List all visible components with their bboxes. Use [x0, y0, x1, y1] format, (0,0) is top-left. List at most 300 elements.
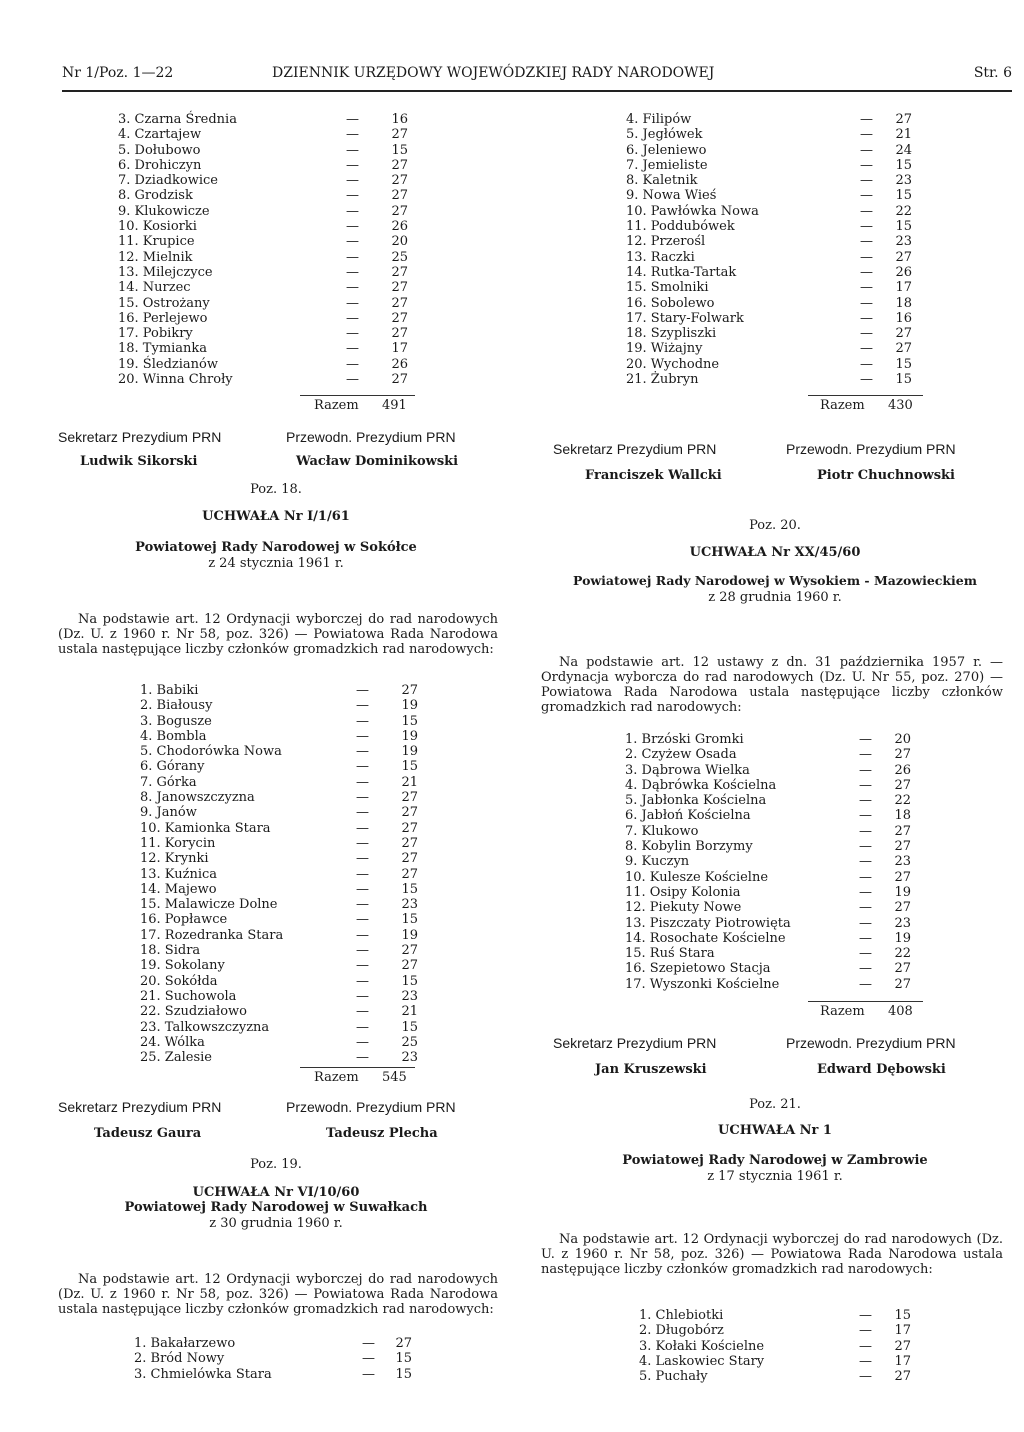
- text-21: Na podstawie art. 12 Ordynacji wyborczej do rad narodowych (Dz. U. z 1960 r. Nr 58, poz. 326) — Powiatowa Rada Narodowa ustala następujące liczby członków gromadzkich rad narodowych:: [541, 1232, 1003, 1277]
- list-item: [140, 698, 440, 713]
- dash: —: [356, 713, 369, 729]
- dash: —: [859, 976, 872, 992]
- dash: —: [356, 774, 369, 790]
- date-19: z 30 grudnia 1960 r.: [209, 1216, 343, 1231]
- list-item: [625, 824, 925, 839]
- left-list-3: [134, 1336, 434, 1382]
- list-item: [140, 1004, 440, 1019]
- list-item: [626, 357, 926, 372]
- locality-name: 19. Śledzianów: [118, 356, 218, 372]
- locality-name: 10. Pawłówka Nowa: [626, 203, 759, 219]
- total-rule: [808, 1001, 923, 1002]
- locality-name: 8. Janowszczyzna: [140, 790, 255, 806]
- dash: —: [356, 958, 369, 974]
- dash: —: [356, 881, 369, 897]
- member-count: 27: [895, 249, 912, 265]
- dash: —: [859, 1323, 872, 1339]
- locality-name: 6. Górany: [140, 759, 205, 775]
- issue-number: Nr 1/Poz. 1—22: [62, 65, 174, 81]
- chairman-label: Przewodn. Prezydium PRN: [786, 1035, 956, 1051]
- list-item: [140, 851, 440, 866]
- dash: —: [356, 683, 369, 698]
- dash: —: [860, 219, 873, 235]
- list-item: [140, 974, 440, 989]
- total-rule: [808, 395, 923, 396]
- locality-name: 12. Piekuty Nowe: [625, 900, 742, 916]
- date-20: z 28 grudnia 1960 r.: [708, 590, 842, 605]
- locality-name: 5. Dołubowo: [118, 142, 201, 158]
- member-count: 27: [401, 958, 418, 974]
- member-count: 27: [894, 961, 911, 977]
- list-item: [626, 234, 926, 249]
- list-item: [625, 900, 925, 915]
- member-count: 23: [401, 988, 418, 1004]
- dash: —: [859, 808, 872, 824]
- poz19: Poz. 19.: [250, 1157, 302, 1172]
- member-count: 22: [895, 203, 912, 219]
- member-count: 23: [894, 854, 911, 870]
- locality-name: 19. Wiżajny: [626, 341, 703, 357]
- locality-name: 3. Kołaki Kościelne: [639, 1338, 765, 1354]
- member-count: 27: [391, 264, 408, 280]
- page-number: Str. 6: [973, 65, 1012, 81]
- list-item: [118, 250, 418, 265]
- list-item: [118, 296, 418, 311]
- dash: —: [356, 988, 369, 1004]
- member-count: 17: [894, 1323, 911, 1339]
- locality-name: 11. Osipy Kolonia: [625, 884, 741, 900]
- secretary-label: Sekretarz Prezydium PRN: [58, 429, 222, 445]
- text-20: Na podstawie art. 12 ustawy z dn. 31 października 1957 r. — Ordynacja wyborcza do rad narodowych (Dz. U. Nr 55, poz. 270) — Powiatowa Rada Narodowa ustala następujące liczby członków gromadzkich rad narodowych:: [541, 655, 1003, 715]
- list-item: [626, 204, 926, 219]
- dash: —: [356, 943, 369, 959]
- list-item: [140, 867, 440, 882]
- locality-name: 21. Żubryn: [626, 372, 699, 388]
- list-item: [625, 808, 925, 823]
- member-count: 22: [894, 793, 911, 809]
- member-count: 27: [401, 835, 418, 851]
- dash: —: [859, 1353, 872, 1369]
- locality-name: 15. Ruś Stara: [625, 946, 715, 962]
- locality-name: 15. Malawicze Dolne: [140, 897, 278, 913]
- member-count: 21: [401, 1004, 418, 1020]
- member-count: 15: [895, 356, 912, 372]
- locality-name: 17. Rozedranka Stara: [140, 927, 284, 943]
- dash: —: [859, 747, 872, 763]
- list-item: [118, 173, 418, 188]
- list-item: [626, 296, 926, 311]
- dash: —: [346, 264, 359, 280]
- list-item: [626, 143, 926, 158]
- chairman-label: Przewodn. Prezydium PRN: [286, 429, 456, 445]
- total-value: 430: [888, 398, 913, 413]
- rada-20: Powiatowej Rady Narodowej w Wysokiem - Mazowieckiem: [573, 573, 977, 588]
- list-item: [118, 204, 418, 219]
- member-count: 20: [391, 234, 408, 250]
- uchwala-19-title: UCHWAŁA Nr VI/10/60: [192, 1185, 360, 1200]
- left-list-2: [140, 683, 440, 1065]
- dash: —: [356, 1019, 369, 1035]
- member-count: 18: [895, 295, 912, 311]
- right-total-1: [808, 398, 928, 420]
- list-item: [118, 127, 418, 142]
- list-item: [118, 357, 418, 372]
- dash: —: [356, 866, 369, 882]
- dash: —: [346, 372, 359, 388]
- locality-name: 20. Winna Chroły: [118, 372, 233, 388]
- list-item: [134, 1367, 434, 1382]
- locality-name: 16. Szepietowo Stacja: [625, 961, 771, 977]
- locality-name: 14. Majewo: [140, 881, 217, 897]
- list-item: [626, 265, 926, 280]
- locality-name: 9. Klukowicze: [118, 203, 210, 219]
- dash: —: [346, 142, 359, 158]
- list-item: [134, 1351, 434, 1366]
- locality-name: 19. Sokolany: [140, 958, 225, 974]
- dash: —: [859, 1369, 872, 1385]
- locality-name: 16. Sobolewo: [626, 295, 715, 311]
- dash: —: [346, 326, 359, 342]
- dash: —: [362, 1366, 375, 1382]
- text-18: Na podstawie art. 12 Ordynacji wyborczej do rad narodowych (Dz. U. z 1960 r. Nr 58, poz. 326) — Powiatowa Rada Narodowa ustala następujące liczby członków gromadzkich rad narodowych:: [58, 612, 498, 657]
- list-item: [626, 326, 926, 341]
- locality-name: 11. Krupice: [118, 234, 195, 250]
- dash: —: [356, 759, 369, 775]
- locality-name: 17. Pobikry: [118, 326, 193, 342]
- member-count: 27: [391, 310, 408, 326]
- member-count: 27: [894, 747, 911, 763]
- dash: —: [859, 1338, 872, 1354]
- locality-name: 12. Krynki: [140, 851, 209, 867]
- list-item: [626, 341, 926, 356]
- uchwala-21-title: UCHWAŁA Nr 1: [718, 1123, 832, 1138]
- locality-name: 16. Perlejewo: [118, 310, 208, 326]
- dash: —: [346, 203, 359, 219]
- member-count: 27: [895, 112, 912, 127]
- member-count: 15: [401, 713, 418, 729]
- member-count: 15: [401, 1019, 418, 1035]
- locality-name: 5. Jabłonka Kościelna: [625, 793, 767, 809]
- dash: —: [346, 341, 359, 357]
- list-item: [140, 958, 440, 973]
- dash: —: [356, 835, 369, 851]
- locality-name: 6. Drohiczyn: [118, 157, 202, 173]
- dash: —: [346, 188, 359, 204]
- dash: —: [346, 280, 359, 296]
- member-count: 27: [894, 900, 911, 916]
- member-count: 27: [401, 790, 418, 806]
- list-item: [118, 188, 418, 203]
- list-item: [140, 1020, 440, 1035]
- list-item: [140, 943, 440, 958]
- list-item: [625, 778, 925, 793]
- locality-name: 8. Kaletnik: [626, 173, 698, 189]
- member-count: 27: [894, 823, 911, 839]
- dash: —: [356, 744, 369, 760]
- locality-name: 13. Raczki: [626, 249, 695, 265]
- dash: —: [860, 341, 873, 357]
- total-value: 545: [382, 1070, 407, 1085]
- member-count: 15: [391, 142, 408, 158]
- dash: —: [860, 280, 873, 296]
- member-count: 15: [401, 759, 418, 775]
- member-count: 24: [895, 142, 912, 158]
- list-item: [140, 989, 440, 1004]
- list-item: [625, 931, 925, 946]
- left-total-1: [300, 398, 420, 420]
- dash: —: [860, 142, 873, 158]
- list-item: [639, 1323, 939, 1338]
- locality-name: 1. Brzóski Gromki: [625, 732, 744, 747]
- list-item: [626, 219, 926, 234]
- locality-name: 5. Jegłówek: [626, 127, 703, 143]
- locality-name: 14. Rutka-Tartak: [626, 264, 737, 280]
- locality-name: 12. Mielnik: [118, 249, 193, 265]
- locality-name: 12. Przerośl: [626, 234, 706, 250]
- signature-block-2: [58, 1100, 498, 1150]
- locality-name: 7. Klukowo: [625, 823, 699, 839]
- locality-name: 8. Grodzisk: [118, 188, 193, 204]
- left-list-1: [118, 112, 418, 387]
- right-list-1: [626, 112, 926, 387]
- member-count: 15: [401, 881, 418, 897]
- locality-name: 3. Dąbrowa Wielka: [625, 762, 750, 778]
- member-count: 16: [391, 112, 408, 127]
- dash: —: [860, 203, 873, 219]
- dash: —: [859, 961, 872, 977]
- razem-label: Razem: [820, 1004, 865, 1019]
- list-item: [140, 897, 440, 912]
- member-count: 23: [895, 234, 912, 250]
- dash: —: [346, 310, 359, 326]
- member-count: 27: [401, 683, 418, 698]
- dash: —: [860, 295, 873, 311]
- locality-name: 6. Jabłoń Kościelna: [625, 808, 751, 824]
- list-item: [118, 280, 418, 295]
- list-item: [140, 1035, 440, 1050]
- dash: —: [356, 912, 369, 928]
- total-value: 491: [382, 398, 407, 413]
- list-item: [625, 747, 925, 762]
- dash: —: [356, 728, 369, 744]
- locality-name: 8. Kobylin Borzymy: [625, 839, 753, 855]
- member-count: 23: [894, 915, 911, 931]
- locality-name: 9. Kuczyn: [625, 854, 690, 870]
- member-count: 15: [395, 1366, 412, 1382]
- locality-name: 4. Laskowiec Stary: [639, 1353, 765, 1369]
- dash: —: [860, 356, 873, 372]
- dash: —: [346, 295, 359, 311]
- locality-name: 23. Talkowszczyzna: [140, 1019, 270, 1035]
- locality-name: 15. Ostrożany: [118, 295, 210, 311]
- page-header: [62, 66, 1012, 84]
- dash: —: [346, 249, 359, 265]
- locality-name: 13. Piszczaty Piotrowięta: [625, 915, 791, 931]
- dash: —: [356, 805, 369, 821]
- locality-name: 10. Kulesze Kościelne: [625, 869, 769, 885]
- list-item: [118, 219, 418, 234]
- locality-name: 1. Babiki: [140, 683, 199, 698]
- locality-name: 9. Janów: [140, 805, 197, 821]
- member-count: 16: [895, 310, 912, 326]
- locality-name: 4. Bombla: [140, 728, 207, 744]
- locality-name: 5. Chodorówka Nowa: [140, 744, 282, 760]
- list-item: [140, 912, 440, 927]
- member-count: 19: [894, 884, 911, 900]
- member-count: 27: [395, 1336, 412, 1351]
- list-item: [626, 112, 926, 127]
- locality-name: 14. Rosochate Kościelne: [625, 930, 786, 946]
- member-count: 27: [401, 820, 418, 836]
- right-list-2: [625, 732, 925, 992]
- member-count: 17: [391, 341, 408, 357]
- locality-name: 10. Kamionka Stara: [140, 820, 271, 836]
- locality-name: 13. Milejczyce: [118, 264, 213, 280]
- dash: —: [859, 762, 872, 778]
- dash: —: [859, 930, 872, 946]
- list-item: [118, 341, 418, 356]
- list-item: [626, 173, 926, 188]
- member-count: 15: [895, 219, 912, 235]
- dash: —: [356, 851, 369, 867]
- locality-name: 2. Długobórz: [639, 1323, 724, 1339]
- member-count: 26: [391, 356, 408, 372]
- member-count: 27: [401, 851, 418, 867]
- member-count: 15: [895, 157, 912, 173]
- member-count: 27: [391, 203, 408, 219]
- list-item: [140, 714, 440, 729]
- dash: —: [860, 127, 873, 143]
- list-item: [140, 928, 440, 943]
- list-item: [134, 1336, 434, 1351]
- member-count: 27: [391, 372, 408, 388]
- locality-name: 16. Popławce: [140, 912, 228, 928]
- locality-name: 17. Wyszonki Kościelne: [625, 976, 780, 992]
- dash: —: [362, 1336, 375, 1351]
- dash: —: [859, 946, 872, 962]
- list-item: [118, 234, 418, 249]
- list-item: [118, 326, 418, 341]
- member-count: 27: [894, 839, 911, 855]
- chairman-name: Wacław Dominikowski: [296, 454, 459, 469]
- locality-name: 1. Bakałarzewo: [134, 1336, 236, 1351]
- locality-name: 17. Stary-Folwark: [626, 310, 744, 326]
- razem-label: Razem: [314, 398, 359, 413]
- dash: —: [859, 854, 872, 870]
- member-count: 27: [894, 869, 911, 885]
- chairman-name: Edward Dębowski: [817, 1062, 946, 1077]
- locality-name: 24. Wólka: [140, 1034, 205, 1050]
- list-item: [625, 839, 925, 854]
- locality-name: 20. Wychodne: [626, 356, 720, 372]
- member-count: 15: [401, 912, 418, 928]
- member-count: 27: [401, 866, 418, 882]
- dash: —: [859, 869, 872, 885]
- dash: —: [356, 1004, 369, 1020]
- member-count: 26: [391, 219, 408, 235]
- locality-name: 7. Jemieliste: [626, 157, 708, 173]
- member-count: 27: [401, 943, 418, 959]
- dash: —: [860, 310, 873, 326]
- chairman-label: Przewodn. Prezydium PRN: [286, 1099, 456, 1115]
- list-item: [626, 280, 926, 295]
- dash: —: [356, 698, 369, 714]
- member-count: 23: [401, 1050, 418, 1066]
- list-item: [118, 265, 418, 280]
- member-count: 27: [895, 341, 912, 357]
- member-count: 27: [895, 326, 912, 342]
- dash: —: [356, 790, 369, 806]
- locality-name: 11. Poddubówek: [626, 219, 735, 235]
- locality-name: 11. Korycin: [140, 835, 216, 851]
- dash: —: [859, 900, 872, 916]
- member-count: 27: [894, 1338, 911, 1354]
- rada-21: Powiatowej Rady Narodowej w Zambrowie: [622, 1153, 928, 1168]
- locality-name: 2. Białousy: [140, 698, 213, 714]
- rada-19: Powiatowej Rady Narodowej w Suwałkach: [124, 1200, 428, 1215]
- chairman-name: Piotr Chuchnowski: [817, 468, 955, 483]
- locality-name: 4. Czartajew: [118, 127, 202, 143]
- dash: —: [346, 173, 359, 189]
- list-item: [626, 311, 926, 326]
- list-item: [625, 916, 925, 931]
- right-list-3: [639, 1308, 939, 1384]
- member-count: 21: [895, 127, 912, 143]
- secretary-label: Sekretarz Prezydium PRN: [553, 1035, 717, 1051]
- locality-name: 3. Bogusze: [140, 713, 212, 729]
- poz20: Poz. 20.: [749, 518, 801, 533]
- member-count: 27: [391, 326, 408, 342]
- list-item: [140, 821, 440, 836]
- dash: —: [859, 884, 872, 900]
- member-count: 27: [391, 188, 408, 204]
- member-count: 27: [894, 976, 911, 992]
- locality-name: 14. Nurzec: [118, 280, 191, 296]
- locality-name: 5. Puchały: [639, 1369, 708, 1385]
- dash: —: [346, 234, 359, 250]
- dash: —: [859, 1308, 872, 1323]
- list-item: [625, 885, 925, 900]
- razem-label: Razem: [820, 398, 865, 413]
- list-item: [626, 188, 926, 203]
- member-count: 27: [391, 173, 408, 189]
- dash: —: [356, 820, 369, 836]
- chairman-label: Przewodn. Prezydium PRN: [786, 441, 956, 457]
- member-count: 19: [894, 930, 911, 946]
- member-count: 19: [401, 698, 418, 714]
- dash: —: [860, 249, 873, 265]
- dash: —: [346, 356, 359, 372]
- member-count: 20: [894, 732, 911, 747]
- member-count: 17: [894, 1353, 911, 1369]
- locality-name: 10. Kosiorki: [118, 219, 197, 235]
- dash: —: [356, 1034, 369, 1050]
- member-count: 27: [401, 805, 418, 821]
- poz18: Poz. 18.: [250, 482, 302, 497]
- locality-name: 13. Kuźnica: [140, 866, 218, 882]
- list-item: [639, 1308, 939, 1323]
- signature-block-3: [553, 442, 1013, 492]
- secretary-name: Ludwik Sikorski: [80, 454, 198, 469]
- member-count: 17: [895, 280, 912, 296]
- signature-block-1: [58, 430, 498, 480]
- list-item: [639, 1354, 939, 1369]
- list-item: [625, 961, 925, 976]
- list-item: [140, 882, 440, 897]
- right-total-2: [808, 1004, 928, 1026]
- member-count: 21: [401, 774, 418, 790]
- member-count: 27: [894, 777, 911, 793]
